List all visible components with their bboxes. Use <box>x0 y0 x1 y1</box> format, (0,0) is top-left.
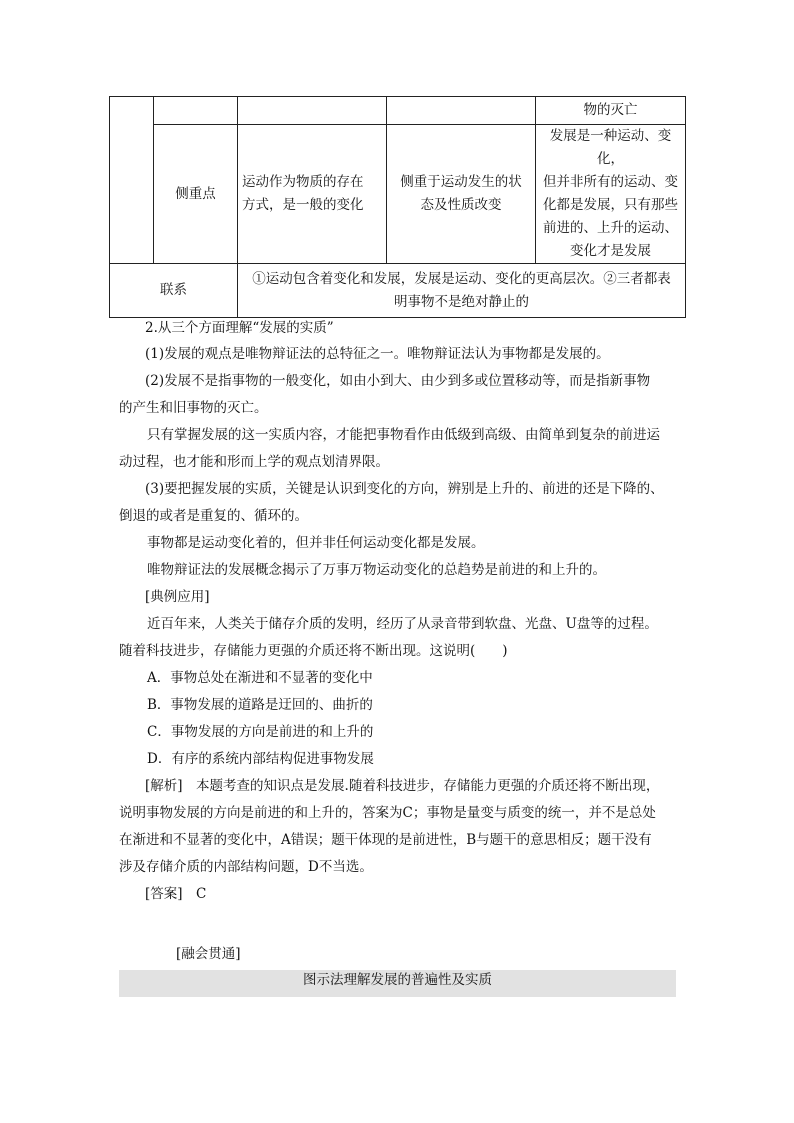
cell-line: 前进的、上升的运动、 <box>543 220 678 236</box>
paragraph-line: (1)发展的观点是唯物辩证法的总特征之一。唯物辩证法认为事物都是发展的。 <box>145 346 610 362</box>
example-heading: [典例应用] <box>145 589 210 605</box>
table-cell-relation <box>238 264 686 318</box>
caption-title: 图示法理解发展的普遍性及实质 <box>303 972 492 988</box>
table-row <box>110 264 686 318</box>
row-label-relation: 联系 <box>110 264 238 318</box>
table-cell <box>238 97 387 125</box>
paragraph-line: 事物都是运动变化着的，但并非任何运动变化都是发展。 <box>147 535 485 551</box>
table-cell <box>154 97 238 125</box>
question-line: 随着科技进步，存储能力更强的介质还将不断出现。这说明( ) <box>119 643 508 659</box>
paragraph-line: 只有掌握发展的这一实质内容，才能把事物看作由低级到高级、由简单到复杂的前进运 <box>147 427 660 443</box>
table-cell-change <box>387 125 536 264</box>
option-a: A．事物总处在渐进和不显著的变化中 <box>147 670 373 686</box>
cell-line: 明事物不是绝对静止的 <box>394 293 529 310</box>
cell-line: 态及性质改变 <box>420 197 502 213</box>
answer-line: [答案] C <box>145 886 207 902</box>
paragraph-line: 唯物辩证法的发展概念揭示了万事万物运动变化的总趋势是前进的和上升的。 <box>147 562 606 578</box>
table-row <box>110 125 686 264</box>
cell-line: 变化才是发展 <box>570 243 651 259</box>
table-cell-development <box>536 125 686 264</box>
table-cell-motion <box>238 125 387 264</box>
table-cell <box>387 97 536 125</box>
cell-line: 化都是发展，只有那些 <box>543 197 678 213</box>
comparison-table <box>109 96 686 318</box>
cell-line: 但并非所有的运动、变 <box>543 174 678 190</box>
option-b: B．事物发展的道路是迂回的、曲折的 <box>147 697 373 713</box>
cell-line: 侧重于运动发生的状 <box>400 174 522 190</box>
row-label-focus: 侧重点 <box>154 125 238 264</box>
analysis-line: 说明事物发展的方向是前进的和上升的，答案为C；事物是量变与质变的统一，并不是总处 <box>119 805 656 821</box>
cell-line: 方式，是一般的变化 <box>242 197 364 213</box>
cell-line: 发展是一种运动、变化， <box>549 128 672 167</box>
table-cell-merged-left <box>110 97 154 264</box>
analysis-line: 在渐进和不显著的变化中，A错误；题干体现的是前进性，B与题干的意思相反；题干没有 <box>119 832 652 848</box>
cell-line: 运动作为物质的存在 <box>242 174 364 190</box>
table-cell: 物的灭亡 <box>536 97 686 125</box>
analysis-line: [解析] 本题考查的知识点是发展.随着科技进步，存储能力更强的介质还将不断出现， <box>145 778 660 794</box>
option-c: C．事物发展的方向是前进的和上升的 <box>147 724 374 740</box>
paragraph-line: (3)要把握发展的实质，关键是认识到变化的方向，辨别是上升的、前进的还是下降的、 <box>145 481 664 497</box>
option-d: D．有序的系统内部结构促进事物发展 <box>147 751 374 767</box>
paragraph-line: (2)发展不是指事物的一般变化，如由小到大、由少到多或位置移动等，而是指新事物 <box>145 373 651 389</box>
cell-line: ①运动包含着变化和发展，发展是运动、变化的更高层次。②三者都表 <box>252 270 671 287</box>
paragraph-line: 倒退的或者是重复的、循环的。 <box>119 508 308 524</box>
paragraph-line: 的产生和旧事物的灭亡。 <box>119 400 268 416</box>
section-heading-fuse: [融会贯通] <box>176 946 241 962</box>
paragraph-line: 动过程，也才能和形而上学的观点划清界限。 <box>119 454 389 470</box>
table-row <box>110 97 686 125</box>
caption-band <box>119 970 676 997</box>
section-heading: 2.从三个方面理解“发展的实质” <box>145 320 334 336</box>
question-line: 近百年来，人类关于储存介质的发明，经历了从录音带到软盘、光盘、U盘等的过程。 <box>147 616 658 632</box>
analysis-line: 涉及存储介质的内部结构问题，D不当选。 <box>119 859 373 875</box>
